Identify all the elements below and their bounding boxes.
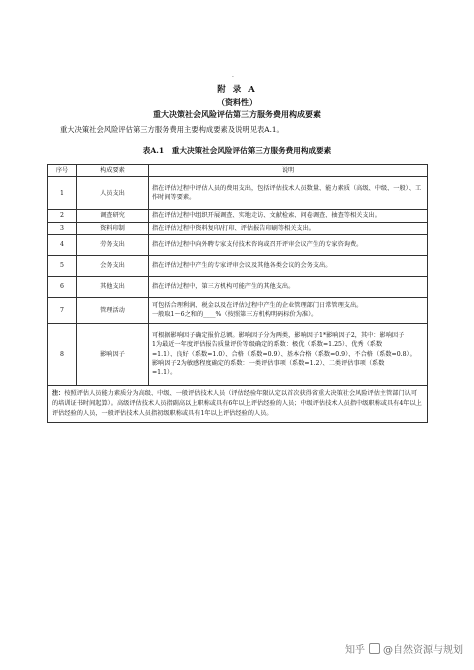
row-no: 6: [48, 276, 77, 297]
row-element: 劳务支出: [77, 234, 149, 255]
row-no: 3: [48, 222, 77, 234]
header-no: 序号: [48, 165, 77, 177]
row-desc-line: =1.1）、良好（系数=1.0）、合格（系数=0.9）、基本合格（系数=0.9）、不合格（系数=0.8）。: [152, 350, 416, 358]
row-element: 其他支出: [77, 276, 149, 297]
row-desc-line: 一般取1～6之和的____%（按照第三方机构明码标价为准）。: [152, 311, 318, 319]
row-element: 人员支出: [77, 177, 149, 210]
table-header-row: [48, 165, 428, 177]
note-text: 按照评估人员能力素质分为高级、中级、一般评估技术人员（评估经验年限认定以首次获得省重大决策社会风险评估主管部门认可的培训证书时间起算）。高级评估技术人员指副高以上职称或具有6年以上评估经验的人员；中级评估技术人员指中级职称或具有4年以上评估经验的人员，一般评估技术人员指初级职称或具有1年以上评估经验的人员。: [52, 389, 422, 417]
row-no: 5: [48, 255, 77, 276]
table-row: [48, 323, 428, 385]
note-label: 注：: [52, 389, 65, 397]
row-no: 4: [48, 234, 77, 255]
cost-elements-table: [47, 164, 428, 423]
table-row: [48, 255, 428, 276]
watermark-author: @自然资源与规划: [383, 645, 463, 656]
table-row: [48, 276, 428, 297]
row-desc: 指在评估过程中评估人员的费用支出，包括评估技术人员数量、能力素质（高级、中级、一般）、工作时间等要素。: [149, 177, 428, 210]
row-desc: [149, 297, 428, 323]
row-desc: [149, 323, 428, 385]
row-desc-line: 1为最近一年度评估报告质量评价等级确定的系数：极优（系数=1.25）、优秀（系数: [152, 341, 383, 349]
table-note-row: [48, 385, 428, 422]
watermark-platform: 知乎: [345, 645, 365, 656]
row-desc-line: 可包括合理利润、税金以及在评估过程中产生的企业管理部门日常管理支出。: [152, 302, 363, 310]
watermark: [345, 641, 463, 656]
annex-heading: 附 录 A: [217, 85, 257, 95]
row-desc: 指在评估过程中资料复印/打印、评估报告印刷等相关支出。: [149, 222, 428, 234]
row-desc: 指在评估过程中组织开展调查、实地走访、文献检索、问卷调查、抽查等相关支出。: [149, 210, 428, 222]
row-desc-line: 可根据影响因子确定报价总额。影响因子分为两类，影响因子1*影响因子2，其中：影响因子: [152, 332, 405, 340]
row-desc-line: =1.1）。: [152, 369, 177, 377]
row-element: 会务支出: [77, 255, 149, 276]
table-note: [48, 385, 428, 422]
row-no: 8: [48, 323, 77, 385]
row-element: 调查研究: [77, 210, 149, 222]
informative-label: （资料性）: [217, 97, 257, 107]
header-desc: 说明: [149, 165, 428, 177]
table-row: [48, 297, 428, 323]
row-element: 影响因子: [77, 323, 149, 385]
row-no: 1: [48, 177, 77, 210]
row-desc-line: 影响因子2为敏感程度确定的系数：一类评估事项（系数=1.2）、二类评估事项（系数: [152, 360, 385, 368]
document-title: 重大决策社会风险评估第三方服务费用构成要素: [153, 109, 321, 119]
row-no: 2: [48, 210, 77, 222]
header-element: 构成要素: [77, 165, 149, 177]
page-dot: ·: [232, 74, 234, 81]
table-row: [48, 234, 428, 255]
table-row: [48, 177, 428, 210]
table-row: [48, 210, 428, 222]
row-desc: 指在评估过程中产生的专家评审会议及其他各类会议的会务支出。: [149, 255, 428, 276]
table-caption: 表A.1 重大决策社会风险评估第三方服务费用构成要素: [142, 146, 332, 155]
row-no: 7: [48, 297, 77, 323]
row-element: 资料印制: [77, 222, 149, 234]
row-desc: 指在评估过程中，第三方机构可能产生的其他支出。: [149, 276, 428, 297]
row-desc: 指在评估过程中向外聘专家支付技术咨询或召开评审会议产生的专家咨询费。: [149, 234, 428, 255]
row-element: 管理活动: [77, 297, 149, 323]
table-row: [48, 222, 428, 234]
watermark-logo-icon: [369, 643, 380, 654]
intro-paragraph: 重大决策社会风险评估第三方服务费用主要构成要素及说明见表A.1。: [60, 125, 284, 134]
